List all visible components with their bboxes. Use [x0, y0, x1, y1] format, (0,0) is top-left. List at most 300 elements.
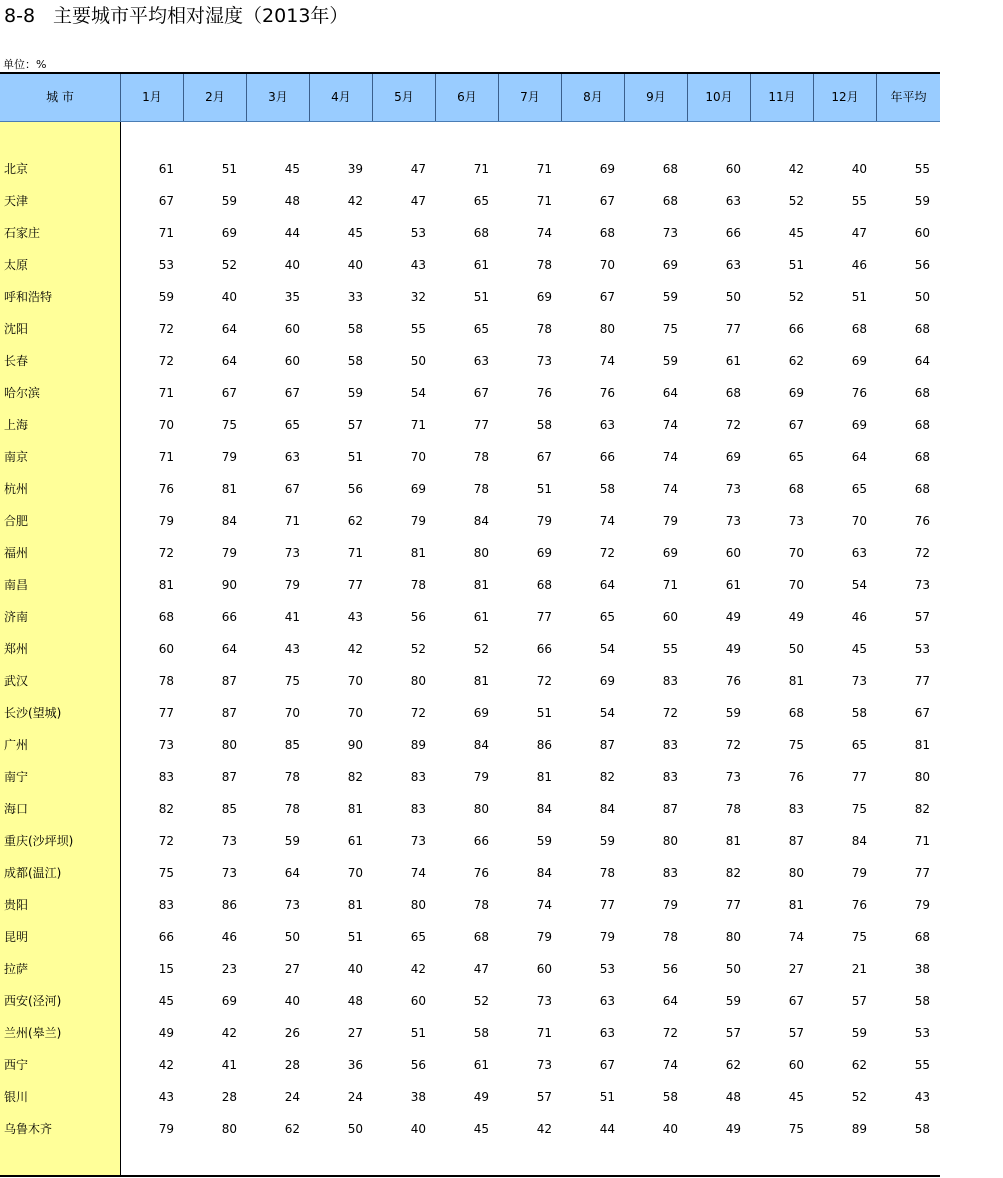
annual-average-cell: 68: [914, 450, 930, 464]
month-value-cell: 49: [473, 1090, 489, 1104]
month-value-cell: 54: [410, 386, 426, 400]
month-value-cell: 42: [788, 162, 804, 176]
month-value-cell: 80: [788, 866, 804, 880]
month-value-cell: 66: [221, 610, 237, 624]
table-row: [0, 985, 940, 1017]
month-value-cell: 54: [599, 706, 615, 720]
month-value-cell: 67: [788, 994, 804, 1008]
month-value-cell: 74: [536, 898, 552, 912]
month-value-cell: 52: [473, 994, 489, 1008]
table-row: [0, 473, 940, 505]
month-value-cell: 59: [725, 706, 741, 720]
annual-average-cell: 76: [914, 514, 930, 528]
month-value-cell: 85: [221, 802, 237, 816]
month-value-cell: 68: [851, 322, 867, 336]
month-value-cell: 24: [284, 1090, 300, 1104]
month-value-cell: 80: [410, 674, 426, 688]
month-value-cell: 71: [158, 386, 174, 400]
month-value-cell: 83: [410, 802, 426, 816]
month-value-cell: 71: [347, 546, 363, 560]
month-value-cell: 83: [662, 770, 678, 784]
city-name: 西宁: [4, 1058, 29, 1072]
annual-average-cell: 68: [914, 482, 930, 496]
table-row: [0, 249, 940, 281]
month-value-cell: 69: [536, 290, 552, 304]
table-row: [0, 281, 940, 313]
month-value-cell: 84: [536, 866, 552, 880]
month-value-cell: 39: [347, 162, 363, 176]
month-value-cell: 55: [410, 322, 426, 336]
month-value-cell: 71: [410, 418, 426, 432]
table-bottom-rule: [0, 1175, 940, 1177]
month-value-cell: 64: [851, 450, 867, 464]
month-value-cell: 76: [473, 866, 489, 880]
annual-average-cell: 38: [914, 962, 930, 976]
month-value-cell: 56: [410, 610, 426, 624]
month-value-cell: 28: [221, 1090, 237, 1104]
month-value-cell: 61: [473, 258, 489, 272]
city-name: 武汉: [4, 674, 29, 688]
month-value-cell: 59: [725, 994, 741, 1008]
month-value-cell: 69: [788, 386, 804, 400]
annual-average-cell: 68: [914, 930, 930, 944]
month-value-cell: 67: [536, 450, 552, 464]
month-value-cell: 73: [725, 514, 741, 528]
table-row: [0, 409, 940, 441]
month-value-cell: 59: [599, 834, 615, 848]
city-name: 沈阳: [4, 322, 29, 336]
month-value-cell: 79: [221, 450, 237, 464]
table-row: [0, 697, 940, 729]
table-row: [0, 665, 940, 697]
month-value-cell: 76: [851, 386, 867, 400]
annual-average-cell: 64: [914, 354, 930, 368]
month-value-cell: 79: [599, 930, 615, 944]
month-value-cell: 52: [851, 1090, 867, 1104]
month-value-cell: 64: [662, 994, 678, 1008]
month-value-cell: 68: [473, 226, 489, 240]
month-value-cell: 77: [158, 706, 174, 720]
month-value-cell: 73: [536, 1058, 552, 1072]
month-value-cell: 69: [410, 482, 426, 496]
header-col-12: 12月: [814, 74, 877, 121]
month-value-cell: 67: [599, 1058, 615, 1072]
annual-average-cell: 59: [914, 194, 930, 208]
header-col-1: 1月: [121, 74, 184, 121]
table-row: [0, 1113, 940, 1145]
month-value-cell: 47: [410, 194, 426, 208]
month-value-cell: 78: [536, 258, 552, 272]
month-value-cell: 23: [221, 962, 237, 976]
month-value-cell: 68: [788, 482, 804, 496]
month-value-cell: 67: [473, 386, 489, 400]
city-name: 成都(温江): [4, 866, 62, 880]
month-value-cell: 52: [221, 258, 237, 272]
page-title: [4, 2, 348, 30]
month-value-cell: 51: [221, 162, 237, 176]
month-value-cell: 70: [851, 514, 867, 528]
month-value-cell: 66: [788, 322, 804, 336]
month-value-cell: 53: [410, 226, 426, 240]
month-value-cell: 78: [473, 482, 489, 496]
city-name: 拉萨: [4, 962, 29, 976]
month-value-cell: 66: [599, 450, 615, 464]
month-value-cell: 49: [158, 1026, 174, 1040]
month-value-cell: 72: [410, 706, 426, 720]
month-value-cell: 58: [473, 1026, 489, 1040]
month-value-cell: 81: [788, 674, 804, 688]
month-value-cell: 61: [473, 610, 489, 624]
month-value-cell: 70: [410, 450, 426, 464]
month-value-cell: 51: [536, 482, 552, 496]
month-value-cell: 67: [284, 386, 300, 400]
month-value-cell: 71: [158, 450, 174, 464]
month-value-cell: 72: [536, 674, 552, 688]
month-value-cell: 73: [536, 354, 552, 368]
month-value-cell: 63: [599, 994, 615, 1008]
month-value-cell: 66: [473, 834, 489, 848]
month-value-cell: 68: [725, 386, 741, 400]
table-row: [0, 889, 940, 921]
month-value-cell: 80: [410, 898, 426, 912]
month-value-cell: 40: [347, 258, 363, 272]
month-value-cell: 78: [410, 578, 426, 592]
month-value-cell: 81: [347, 802, 363, 816]
month-value-cell: 69: [473, 706, 489, 720]
month-value-cell: 71: [536, 1026, 552, 1040]
table-title: 主要城市平均相对湿度（2013年）: [53, 5, 349, 27]
month-value-cell: 59: [347, 386, 363, 400]
month-value-cell: 81: [221, 482, 237, 496]
month-value-cell: 65: [599, 610, 615, 624]
city-name: 杭州: [4, 482, 29, 496]
table-row: [0, 313, 940, 345]
month-value-cell: 81: [158, 578, 174, 592]
month-value-cell: 28: [284, 1058, 300, 1072]
month-value-cell: 51: [347, 450, 363, 464]
city-name: 太原: [4, 258, 29, 272]
city-name: 昆明: [4, 930, 29, 944]
month-value-cell: 51: [788, 258, 804, 272]
month-value-cell: 68: [662, 194, 678, 208]
month-value-cell: 60: [725, 162, 741, 176]
month-value-cell: 67: [599, 290, 615, 304]
month-value-cell: 59: [221, 194, 237, 208]
city-name: 重庆(沙坪坝): [4, 834, 74, 848]
table-row: [0, 537, 940, 569]
month-value-cell: 49: [725, 610, 741, 624]
month-value-cell: 47: [851, 226, 867, 240]
month-value-cell: 81: [473, 674, 489, 688]
table-row: [0, 217, 940, 249]
header-col-6: 6月: [436, 74, 499, 121]
month-value-cell: 76: [851, 898, 867, 912]
table-row: [0, 153, 940, 185]
month-value-cell: 70: [284, 706, 300, 720]
month-value-cell: 61: [347, 834, 363, 848]
month-value-cell: 73: [725, 482, 741, 496]
month-value-cell: 83: [662, 674, 678, 688]
city-name: 合肥: [4, 514, 29, 528]
month-value-cell: 87: [599, 738, 615, 752]
month-value-cell: 63: [851, 546, 867, 560]
header-col-4: 4月: [310, 74, 373, 121]
month-value-cell: 80: [662, 834, 678, 848]
table-row: [0, 441, 940, 473]
month-value-cell: 78: [158, 674, 174, 688]
month-value-cell: 50: [725, 290, 741, 304]
month-value-cell: 68: [788, 706, 804, 720]
month-value-cell: 72: [599, 546, 615, 560]
annual-average-cell: 68: [914, 386, 930, 400]
month-value-cell: 79: [221, 546, 237, 560]
month-value-cell: 43: [158, 1090, 174, 1104]
month-value-cell: 63: [599, 1026, 615, 1040]
month-value-cell: 60: [725, 546, 741, 560]
month-value-cell: 75: [851, 930, 867, 944]
month-value-cell: 75: [662, 322, 678, 336]
city-name: 银川: [4, 1090, 29, 1104]
month-value-cell: 86: [221, 898, 237, 912]
month-value-cell: 51: [536, 706, 552, 720]
month-value-cell: 50: [347, 1122, 363, 1136]
month-value-cell: 79: [536, 514, 552, 528]
month-value-cell: 79: [410, 514, 426, 528]
month-value-cell: 57: [851, 994, 867, 1008]
month-value-cell: 24: [347, 1090, 363, 1104]
month-value-cell: 78: [662, 930, 678, 944]
month-value-cell: 64: [221, 642, 237, 656]
header-col-5: 5月: [373, 74, 436, 121]
month-value-cell: 76: [536, 386, 552, 400]
month-value-cell: 43: [410, 258, 426, 272]
month-value-cell: 64: [221, 354, 237, 368]
month-value-cell: 68: [473, 930, 489, 944]
month-value-cell: 42: [410, 962, 426, 976]
month-value-cell: 60: [158, 642, 174, 656]
month-value-cell: 61: [473, 1058, 489, 1072]
month-value-cell: 68: [536, 578, 552, 592]
annual-average-cell: 73: [914, 578, 930, 592]
month-value-cell: 51: [851, 290, 867, 304]
month-value-cell: 81: [473, 578, 489, 592]
month-value-cell: 48: [725, 1090, 741, 1104]
table-row: [0, 345, 940, 377]
month-value-cell: 90: [221, 578, 237, 592]
month-value-cell: 46: [851, 258, 867, 272]
city-name: 石家庄: [4, 226, 41, 240]
month-value-cell: 71: [473, 162, 489, 176]
month-value-cell: 47: [410, 162, 426, 176]
month-value-cell: 79: [851, 866, 867, 880]
month-value-cell: 72: [158, 322, 174, 336]
month-value-cell: 77: [347, 578, 363, 592]
month-value-cell: 75: [284, 674, 300, 688]
table-header: [0, 72, 940, 122]
month-value-cell: 58: [599, 482, 615, 496]
month-value-cell: 81: [347, 898, 363, 912]
month-value-cell: 69: [662, 258, 678, 272]
month-value-cell: 84: [473, 514, 489, 528]
month-value-cell: 50: [284, 930, 300, 944]
month-value-cell: 81: [536, 770, 552, 784]
month-value-cell: 75: [788, 1122, 804, 1136]
month-value-cell: 45: [788, 1090, 804, 1104]
month-value-cell: 80: [221, 738, 237, 752]
month-value-cell: 50: [788, 642, 804, 656]
table-row: [0, 505, 940, 537]
month-value-cell: 45: [473, 1122, 489, 1136]
month-value-cell: 63: [599, 418, 615, 432]
month-value-cell: 38: [410, 1090, 426, 1104]
month-value-cell: 69: [221, 994, 237, 1008]
month-value-cell: 48: [347, 994, 363, 1008]
annual-average-cell: 80: [914, 770, 930, 784]
month-value-cell: 70: [158, 418, 174, 432]
month-value-cell: 61: [725, 354, 741, 368]
month-value-cell: 81: [410, 546, 426, 560]
month-value-cell: 53: [158, 258, 174, 272]
month-value-cell: 33: [347, 290, 363, 304]
month-value-cell: 49: [725, 642, 741, 656]
annual-average-cell: 57: [914, 610, 930, 624]
month-value-cell: 69: [725, 450, 741, 464]
month-value-cell: 42: [347, 194, 363, 208]
month-value-cell: 49: [725, 1122, 741, 1136]
city-name: 上海: [4, 418, 29, 432]
city-name: 长沙(望城): [4, 706, 62, 720]
annual-average-cell: 68: [914, 322, 930, 336]
header-col-11: 11月: [751, 74, 814, 121]
month-value-cell: 80: [599, 322, 615, 336]
month-value-cell: 70: [347, 706, 363, 720]
month-value-cell: 63: [725, 194, 741, 208]
month-value-cell: 42: [347, 642, 363, 656]
month-value-cell: 46: [221, 930, 237, 944]
month-value-cell: 83: [662, 866, 678, 880]
annual-average-cell: 58: [914, 1122, 930, 1136]
month-value-cell: 78: [536, 322, 552, 336]
month-value-cell: 79: [536, 930, 552, 944]
month-value-cell: 73: [536, 994, 552, 1008]
month-value-cell: 59: [662, 290, 678, 304]
month-value-cell: 69: [599, 162, 615, 176]
month-value-cell: 45: [788, 226, 804, 240]
table-row: [0, 953, 940, 985]
month-value-cell: 60: [536, 962, 552, 976]
month-value-cell: 74: [788, 930, 804, 944]
month-value-cell: 27: [788, 962, 804, 976]
month-value-cell: 57: [788, 1026, 804, 1040]
month-value-cell: 89: [851, 1122, 867, 1136]
month-value-cell: 87: [221, 674, 237, 688]
month-value-cell: 90: [347, 738, 363, 752]
month-value-cell: 45: [347, 226, 363, 240]
header-col-7: 7月: [499, 74, 562, 121]
month-value-cell: 40: [851, 162, 867, 176]
header-city: 城 市: [0, 74, 121, 121]
month-value-cell: 73: [221, 834, 237, 848]
month-value-cell: 84: [851, 834, 867, 848]
month-value-cell: 65: [788, 450, 804, 464]
table-row: [0, 825, 940, 857]
city-name: 长春: [4, 354, 29, 368]
month-value-cell: 84: [221, 514, 237, 528]
month-value-cell: 84: [536, 802, 552, 816]
month-value-cell: 67: [788, 418, 804, 432]
city-name: 哈尔滨: [4, 386, 41, 400]
month-value-cell: 83: [788, 802, 804, 816]
month-value-cell: 72: [158, 834, 174, 848]
month-value-cell: 73: [851, 674, 867, 688]
month-value-cell: 79: [158, 1122, 174, 1136]
table-row: [0, 601, 940, 633]
table-row: [0, 1017, 940, 1049]
month-value-cell: 82: [347, 770, 363, 784]
month-value-cell: 63: [284, 450, 300, 464]
month-value-cell: 60: [284, 354, 300, 368]
month-value-cell: 70: [599, 258, 615, 272]
city-name: 郑州: [4, 642, 29, 656]
month-value-cell: 62: [347, 514, 363, 528]
month-value-cell: 53: [599, 962, 615, 976]
city-name: 济南: [4, 610, 29, 624]
month-value-cell: 59: [662, 354, 678, 368]
month-value-cell: 52: [473, 642, 489, 656]
month-value-cell: 67: [599, 194, 615, 208]
month-value-cell: 71: [158, 226, 174, 240]
month-value-cell: 83: [158, 898, 174, 912]
month-value-cell: 61: [725, 578, 741, 592]
month-value-cell: 75: [221, 418, 237, 432]
month-value-cell: 67: [284, 482, 300, 496]
city-name: 福州: [4, 546, 29, 560]
month-value-cell: 72: [158, 354, 174, 368]
month-value-cell: 50: [725, 962, 741, 976]
month-value-cell: 79: [158, 514, 174, 528]
annual-average-cell: 55: [914, 162, 930, 176]
header-col-9: 9月: [625, 74, 688, 121]
month-value-cell: 51: [599, 1090, 615, 1104]
month-value-cell: 46: [851, 610, 867, 624]
month-value-cell: 58: [662, 1090, 678, 1104]
month-value-cell: 65: [284, 418, 300, 432]
month-value-cell: 74: [662, 482, 678, 496]
month-value-cell: 64: [662, 386, 678, 400]
month-value-cell: 80: [725, 930, 741, 944]
month-value-cell: 66: [158, 930, 174, 944]
annual-average-cell: 58: [914, 994, 930, 1008]
month-value-cell: 74: [662, 1058, 678, 1072]
month-value-cell: 64: [284, 866, 300, 880]
annual-average-cell: 77: [914, 674, 930, 688]
month-value-cell: 74: [599, 514, 615, 528]
month-value-cell: 76: [158, 482, 174, 496]
table-row: [0, 793, 940, 825]
annual-average-cell: 55: [914, 1058, 930, 1072]
month-value-cell: 60: [410, 994, 426, 1008]
annual-average-cell: 50: [914, 290, 930, 304]
month-value-cell: 58: [536, 418, 552, 432]
month-value-cell: 65: [473, 322, 489, 336]
month-value-cell: 76: [788, 770, 804, 784]
annual-average-cell: 81: [914, 738, 930, 752]
month-value-cell: 62: [284, 1122, 300, 1136]
month-value-cell: 59: [158, 290, 174, 304]
month-value-cell: 78: [473, 450, 489, 464]
month-value-cell: 85: [284, 738, 300, 752]
city-name: 南宁: [4, 770, 29, 784]
